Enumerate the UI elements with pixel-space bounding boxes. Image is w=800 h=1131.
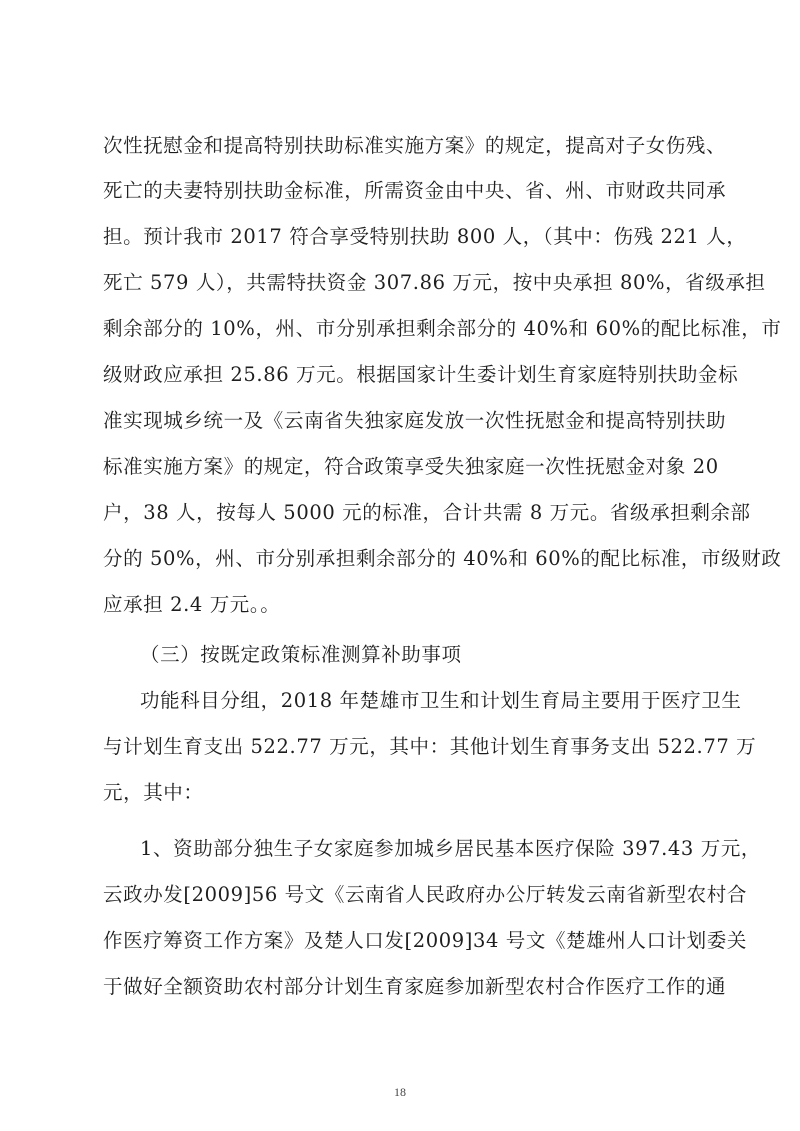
body-text-line: 次性抚慰金和提高特别扶助标准实施方案》的规定，提高对子女伤残、 [103, 134, 727, 157]
body-text-line: 功能科目分组，2018 年楚雄市卫生和计划生育局主要用于医疗卫生 [140, 689, 742, 712]
body-text-line: 户，38 人，按每人 5000 元的标准，合计共需 8 万元。省级承担剩余部 [103, 501, 751, 524]
body-text-line: 云政办发[2009]56 号文《云南省人民政府办公厅转发云南省新型农村合 [103, 883, 747, 906]
body-text-line: 元，其中： [103, 781, 204, 804]
body-text-line: 准实现城乡统一及《云南省失独家庭发放一次性抚慰金和提高特别扶助 [103, 409, 727, 432]
body-text-line: 应承担 2.4 万元。。 [103, 593, 281, 616]
list-item-line: 1、资助部分独生子女家庭参加城乡居民基本医疗保险 397.43 万元， [140, 837, 762, 860]
body-text-line: 剩余部分的 10%，州、市分别承担剩余部分的 40%和 60%的配比标准，市 [103, 317, 782, 340]
body-text-line: 级财政应承担 25.86 万元。根据国家计生委计划生育家庭特别扶助金标 [103, 363, 739, 386]
section-heading: （三）按既定政策标准测算补助事项 [140, 643, 462, 666]
body-text-line: 死亡的夫妻特别扶助金标准，所需资金由中央、省、州、市财政共同承 [103, 179, 727, 202]
body-text-line: 标准实施方案》的规定，符合政策享受失独家庭一次性抚慰金对象 20 [103, 455, 719, 478]
page-number: 18 [394, 1085, 406, 1099]
body-text-line: 与计划生育支出 522.77 万元，其中：其他计划生育事务支出 522.77 万 [103, 735, 757, 758]
body-text-line: 死亡 579 人），共需特扶资金 307.86 万元，按中央承担 80%，省级承担 [103, 271, 766, 294]
body-text-line: 分的 50%，州、市分别承担剩余部分的 40%和 60%的配比标准，市级财政 [103, 547, 782, 570]
body-text-line: 作医疗筹资工作方案》及楚人口发[2009]34 号文《楚雄州人口计划委关 [103, 929, 747, 952]
body-text-line: 于做好全额资助农村部分计划生育家庭参加新型农村合作医疗工作的通 [103, 975, 727, 998]
body-text-line: 担。预计我市 2017 符合享受特别扶助 800 人，（其中：伤残 221 人， [103, 225, 747, 248]
